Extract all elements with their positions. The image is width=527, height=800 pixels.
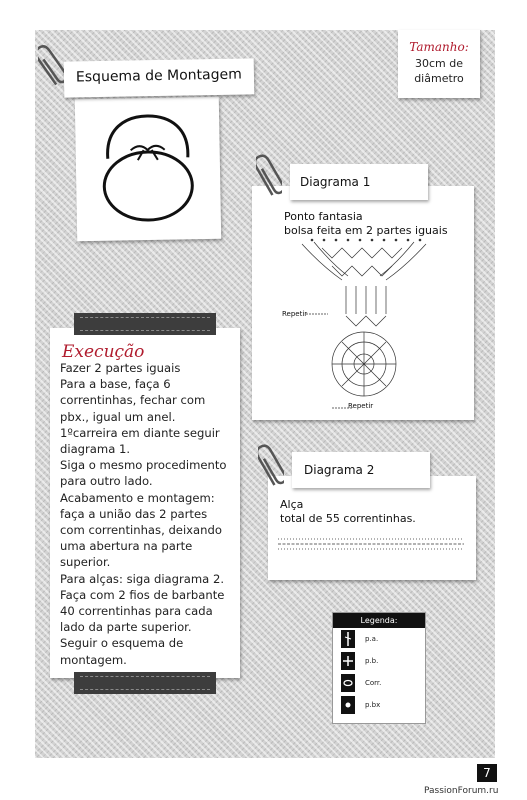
dc-symbol-icon xyxy=(341,630,355,648)
instruction-line: 1ºcarreira em diante seguir xyxy=(60,425,220,440)
instruction-line: Seguir o esquema de xyxy=(60,636,184,651)
instructions-text xyxy=(60,360,227,668)
diagram2-card xyxy=(268,476,476,580)
crochet-diagram-2 xyxy=(278,534,468,554)
legend-item xyxy=(333,694,425,716)
instruction-line: com correntinhas, deixando xyxy=(60,523,222,538)
legend-label: p.bx xyxy=(365,701,381,709)
instruction-line: correntinhas, fechar com xyxy=(60,393,206,408)
diagram1-title-card xyxy=(290,164,428,200)
instructions-title: Execução xyxy=(62,342,145,362)
size-label: Tamanho: xyxy=(409,40,469,54)
oval-symbol-icon xyxy=(341,674,355,692)
instruction-line: montagem. xyxy=(60,652,127,667)
tape-top xyxy=(74,313,216,335)
legend-item xyxy=(333,650,425,672)
size-value: 30cm de diâmetro xyxy=(414,57,464,85)
assembly-title: Esquema de Montagem xyxy=(75,66,242,86)
legend-label: Corr. xyxy=(365,679,382,687)
instruction-line: faça a união das 2 partes xyxy=(60,506,208,521)
watermark: PassionForum.ru xyxy=(424,786,499,796)
instruction-line: 40 correntinhas para cada xyxy=(60,604,213,619)
paperclip-icon xyxy=(38,40,64,90)
diagram1-card xyxy=(252,186,474,420)
paperclip-icon xyxy=(258,440,284,490)
bag-shape-illustration xyxy=(75,97,221,241)
diagram2-line1: Alça xyxy=(280,498,304,511)
instruction-line: para outro lado. xyxy=(60,474,153,489)
diagram1-line1: Ponto fantasia xyxy=(284,210,363,223)
instruction-line: uma abertura na parte xyxy=(60,539,193,554)
legend-title: Legenda: xyxy=(333,613,425,628)
instruction-line: Acabamento e montagem: xyxy=(60,490,215,505)
diagram1-line2: bolsa feita em 2 partes iguais xyxy=(284,224,448,237)
diagram2-title: Diagrama 2 xyxy=(304,463,375,477)
instruction-line: Para alças: siga diagrama 2. xyxy=(60,571,225,586)
instruction-line: Para a base, faça 6 xyxy=(60,377,171,392)
tape-bottom xyxy=(74,672,216,694)
legend-label: p.b. xyxy=(365,657,379,665)
instruction-line: Faça com 2 fios de barbante xyxy=(60,587,225,602)
diagram1-title: Diagrama 1 xyxy=(300,175,371,189)
legend-item xyxy=(333,672,425,694)
instruction-line: superior. xyxy=(60,555,111,570)
legend-item xyxy=(333,628,425,650)
instruction-line: diagrama 1. xyxy=(60,442,131,457)
diagram2-line2: total de 55 correntinhas. xyxy=(280,512,416,525)
instruction-line: lado da parte superior. xyxy=(60,620,192,635)
repeat-label-2: Repetir xyxy=(348,402,374,410)
dot-symbol-icon xyxy=(341,696,355,714)
instruction-line: Siga o mesmo procedimento xyxy=(60,458,227,473)
size-card xyxy=(398,30,480,98)
assembly-scheme-card xyxy=(75,97,221,241)
cross-symbol-icon xyxy=(341,652,355,670)
diagram2-title-card xyxy=(292,452,430,488)
legend-box xyxy=(332,612,426,724)
page-number: 7 xyxy=(477,764,497,782)
legend-label: p.a. xyxy=(365,635,379,643)
paperclip-icon xyxy=(256,150,282,200)
repeat-label-1: Repetir xyxy=(282,310,308,318)
assembly-title-card xyxy=(64,58,255,97)
instruction-line: Fazer 2 partes iguais xyxy=(60,361,181,375)
instruction-line: pbx., igual um anel. xyxy=(60,409,176,424)
instructions-card xyxy=(50,328,240,678)
crochet-diagram-1 xyxy=(252,236,474,416)
